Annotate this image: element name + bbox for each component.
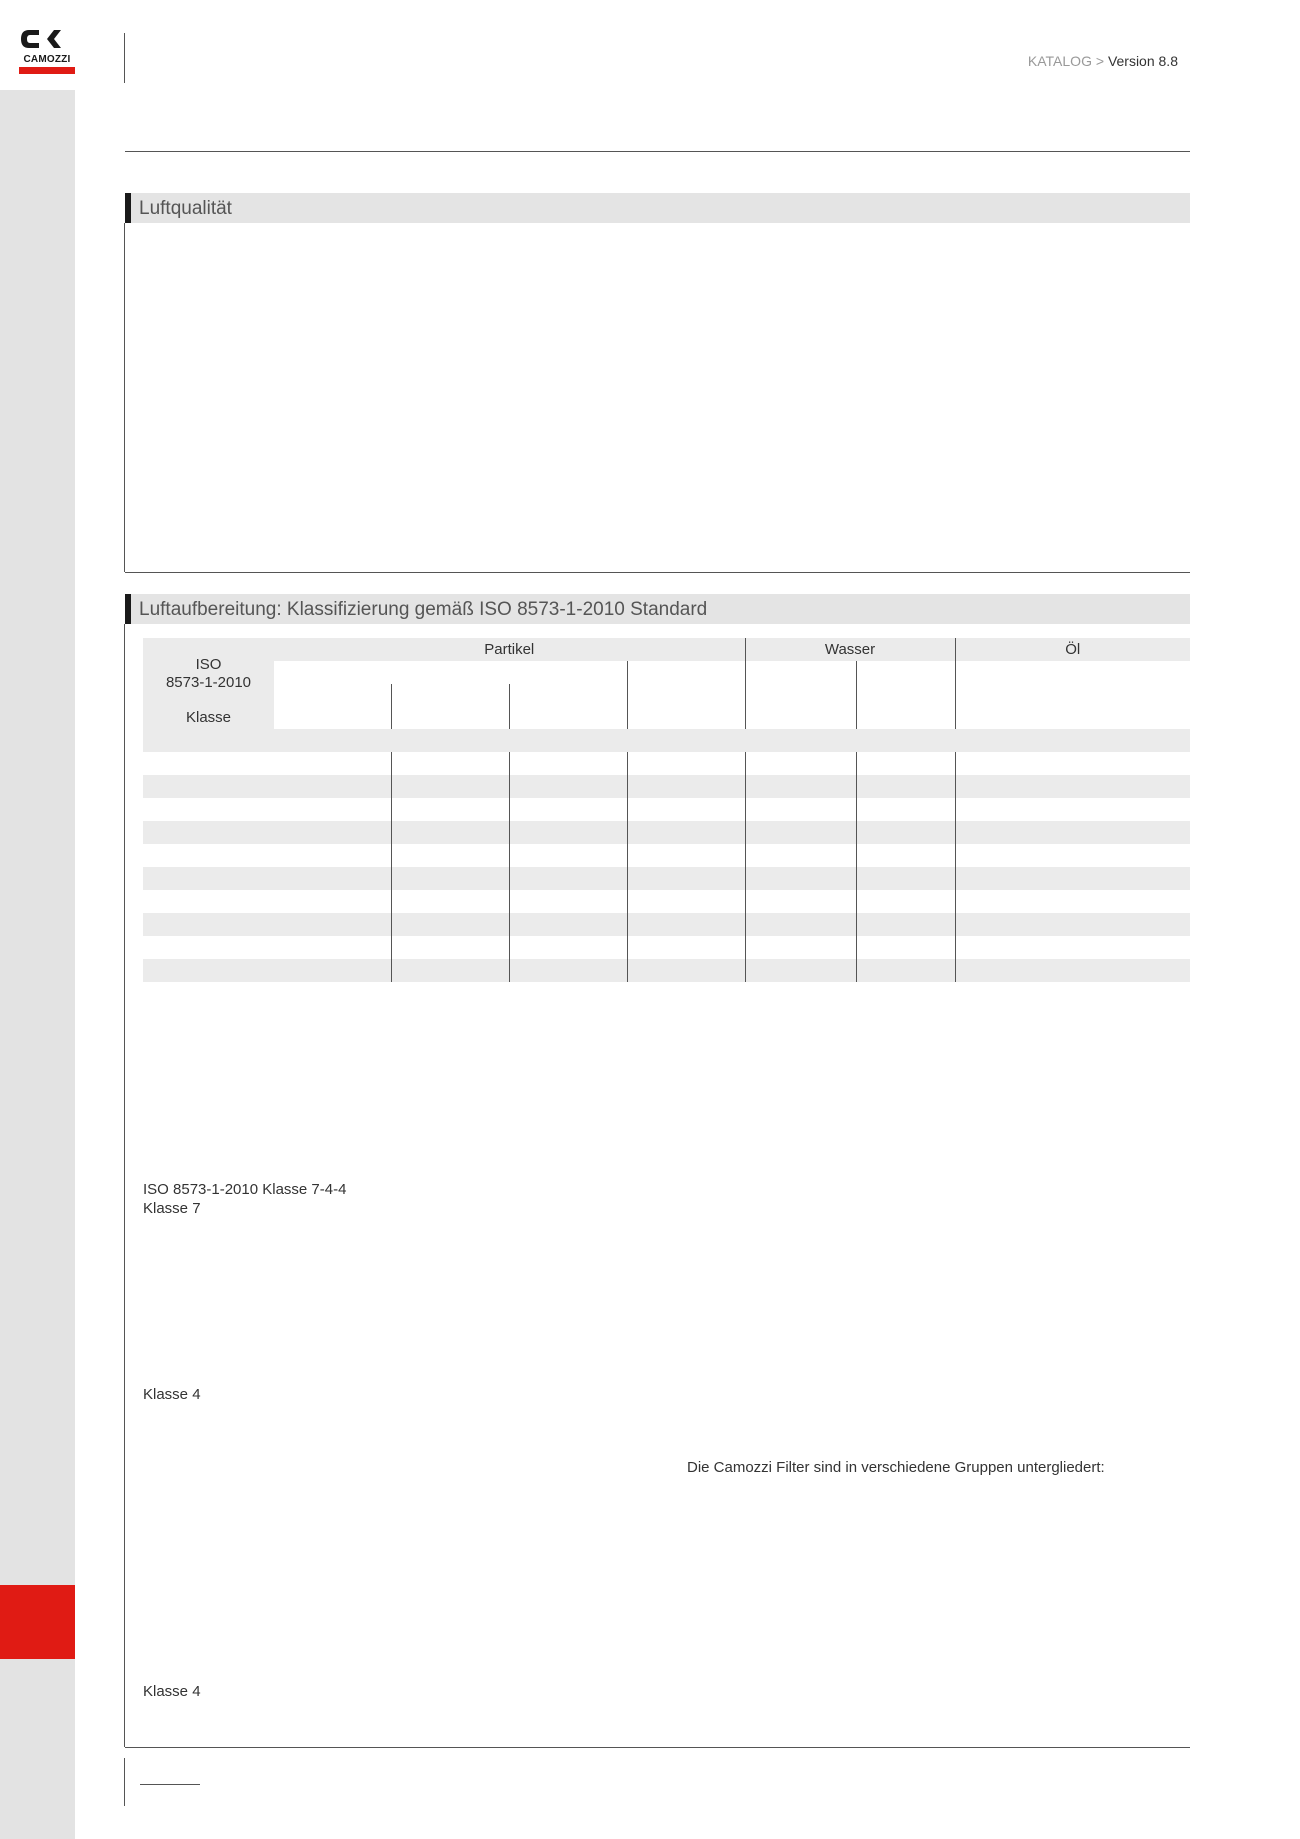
- camozzi-logo: [17, 28, 77, 76]
- section-marker: [125, 594, 131, 624]
- table-row: [143, 798, 1190, 821]
- logo-red-bar: [19, 67, 75, 74]
- section-marker: [125, 193, 131, 223]
- example-class-7: Klasse 7: [143, 1200, 201, 1217]
- subheader-cell: [391, 684, 509, 729]
- section-title: Luftqualität: [139, 198, 232, 219]
- table-row: [143, 844, 1190, 867]
- breadcrumb-separator: >: [1095, 53, 1105, 69]
- subheader-cell: [745, 661, 856, 729]
- breadcrumb: [1028, 53, 1178, 69]
- side-tab-strip: [0, 90, 75, 1839]
- group-header-oil: Öl: [955, 638, 1190, 661]
- footer-divider: [124, 1758, 125, 1806]
- section-bottom-rule: [125, 572, 1190, 573]
- section-left-border: [124, 223, 125, 572]
- table-row: [143, 936, 1190, 959]
- section-header-air-quality: [125, 193, 1190, 223]
- group-header-water: Wasser: [745, 638, 955, 661]
- table-row: [143, 821, 1190, 844]
- breadcrumb-catalog[interactable]: KATALOG: [1027, 53, 1092, 69]
- class-header-standard: 8573-1-2010: [165, 674, 252, 691]
- subheader-cell: [856, 661, 955, 729]
- section-bottom-rule: [125, 1747, 1190, 1748]
- class-header-klasse: Klasse: [185, 709, 232, 726]
- table-row: [143, 752, 1190, 775]
- table-row: [143, 729, 1190, 752]
- subheader-cell: [274, 684, 391, 729]
- section-header-classification: [125, 594, 1190, 624]
- group-header-particles: Partikel: [274, 638, 745, 661]
- footer-rule: [140, 1784, 200, 1785]
- camozzi-logo-mark-icon: [17, 28, 77, 54]
- table-row: [143, 890, 1190, 913]
- example-class-line: ISO 8573-1-2010 Klasse 7-4-4: [143, 1181, 347, 1198]
- class-4-label: Klasse 4: [143, 1683, 201, 1700]
- header-divider: [124, 33, 125, 83]
- section-title: Luftaufbereitung: Klassifizierung gemäß ISO 8573-1-2010 Standard: [139, 599, 708, 620]
- header-rule: [125, 151, 1190, 152]
- class-header: [143, 638, 274, 729]
- table-subheader-row: [143, 661, 1190, 684]
- class-header-iso: ISO: [195, 656, 222, 673]
- subheader-cell: [955, 661, 1190, 729]
- breadcrumb-version: Version 8.8: [1107, 53, 1178, 69]
- table-row: [143, 867, 1190, 890]
- table-row: [143, 775, 1190, 798]
- subheader-cell: [274, 661, 627, 684]
- subheader-cell: [509, 684, 627, 729]
- iso-classification-table: [143, 638, 1190, 982]
- table-row: [143, 913, 1190, 936]
- logo-wordmark: CAMOZZI: [23, 54, 71, 65]
- table-row: [143, 959, 1190, 982]
- filters-note: Die Camozzi Filter sind in verschiedene Gruppen untergliedert:: [687, 1459, 1105, 1476]
- subheader-cell: [627, 661, 745, 729]
- class-4-label: Klasse 4: [143, 1386, 201, 1403]
- side-tab-active-marker: [0, 1585, 75, 1659]
- section-left-border: [124, 624, 125, 1747]
- table-header-row: [143, 638, 1190, 661]
